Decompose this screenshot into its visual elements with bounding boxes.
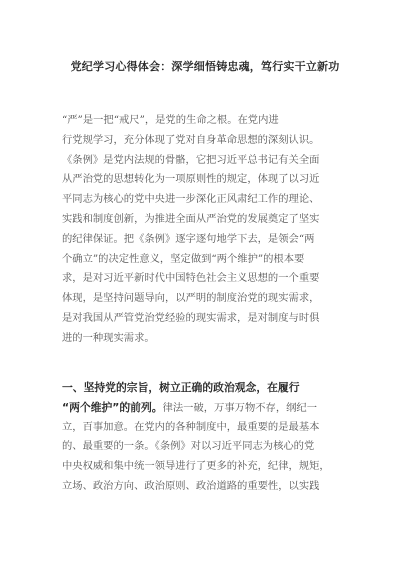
- text-line: 中央权威和集中统一领导进行了更多的补充，纪律，规矩，: [62, 460, 330, 473]
- section-heading-continued: “两个维护”的前列。: [62, 400, 163, 414]
- text-line: 是对我国从严管党治党经验的现实需求，是对制度与时俱: [62, 311, 320, 324]
- text-line: 个确立”的决定性意义，坚定做到“两个维护”的根本要: [62, 252, 305, 265]
- text-line: 进的一种现实需求。: [62, 331, 155, 344]
- text-line: 的纪律保证。把《条例》逐字逐句地学下去，是领会“两: [62, 232, 315, 245]
- text-line: [62, 398, 348, 418]
- text-line: 的、最重要的一条。《条例》对以习近平同志为核心的党: [62, 440, 315, 453]
- text-line: 《条例》是党内法规的骨骼，它把习近平总书记有关全面: [62, 153, 320, 166]
- document-title: 党纪学习心得体会：深学细悟铸忠魂，笃行实干立新功: [70, 60, 340, 73]
- paragraph-intro: [62, 111, 348, 349]
- text-line: 行党规学习，充分体现了党对自身革命思想的深刻认识。: [62, 133, 320, 146]
- paragraph-section-one: [62, 378, 348, 497]
- text-line: 求，是对习近平新时代中国特色社会主义思想的一个重要: [62, 272, 320, 285]
- text-line: “严”是一把“戒尺”，是党的生命之根。在党内进: [62, 114, 279, 126]
- text-line: 平同志为核心的党中央进一步深化正风肃纪工作的理论、: [62, 193, 320, 206]
- section-heading: 一、坚持党的宗旨，树立正确的政治观念，在履行: [62, 381, 300, 394]
- text-line: 体现，是坚持问题导向，以严明的制度治党的现实需求，: [62, 292, 320, 305]
- text-fragment: 律法一破，万事万物不存，纲纪一: [162, 401, 318, 414]
- text-line: 实践和制度创新，为推进全面从严治党的发展奠定了坚实: [62, 212, 320, 225]
- text-line: 立，百事加意。在党内的各种制度中，最重要的是最基本: [62, 420, 320, 433]
- text-line: 立场、政治方向、政治原则、政治道路的重要性，以实践: [62, 479, 320, 492]
- text-line: 从严治党的思想转化为一项原则性的规定，体现了以习近: [62, 173, 320, 186]
